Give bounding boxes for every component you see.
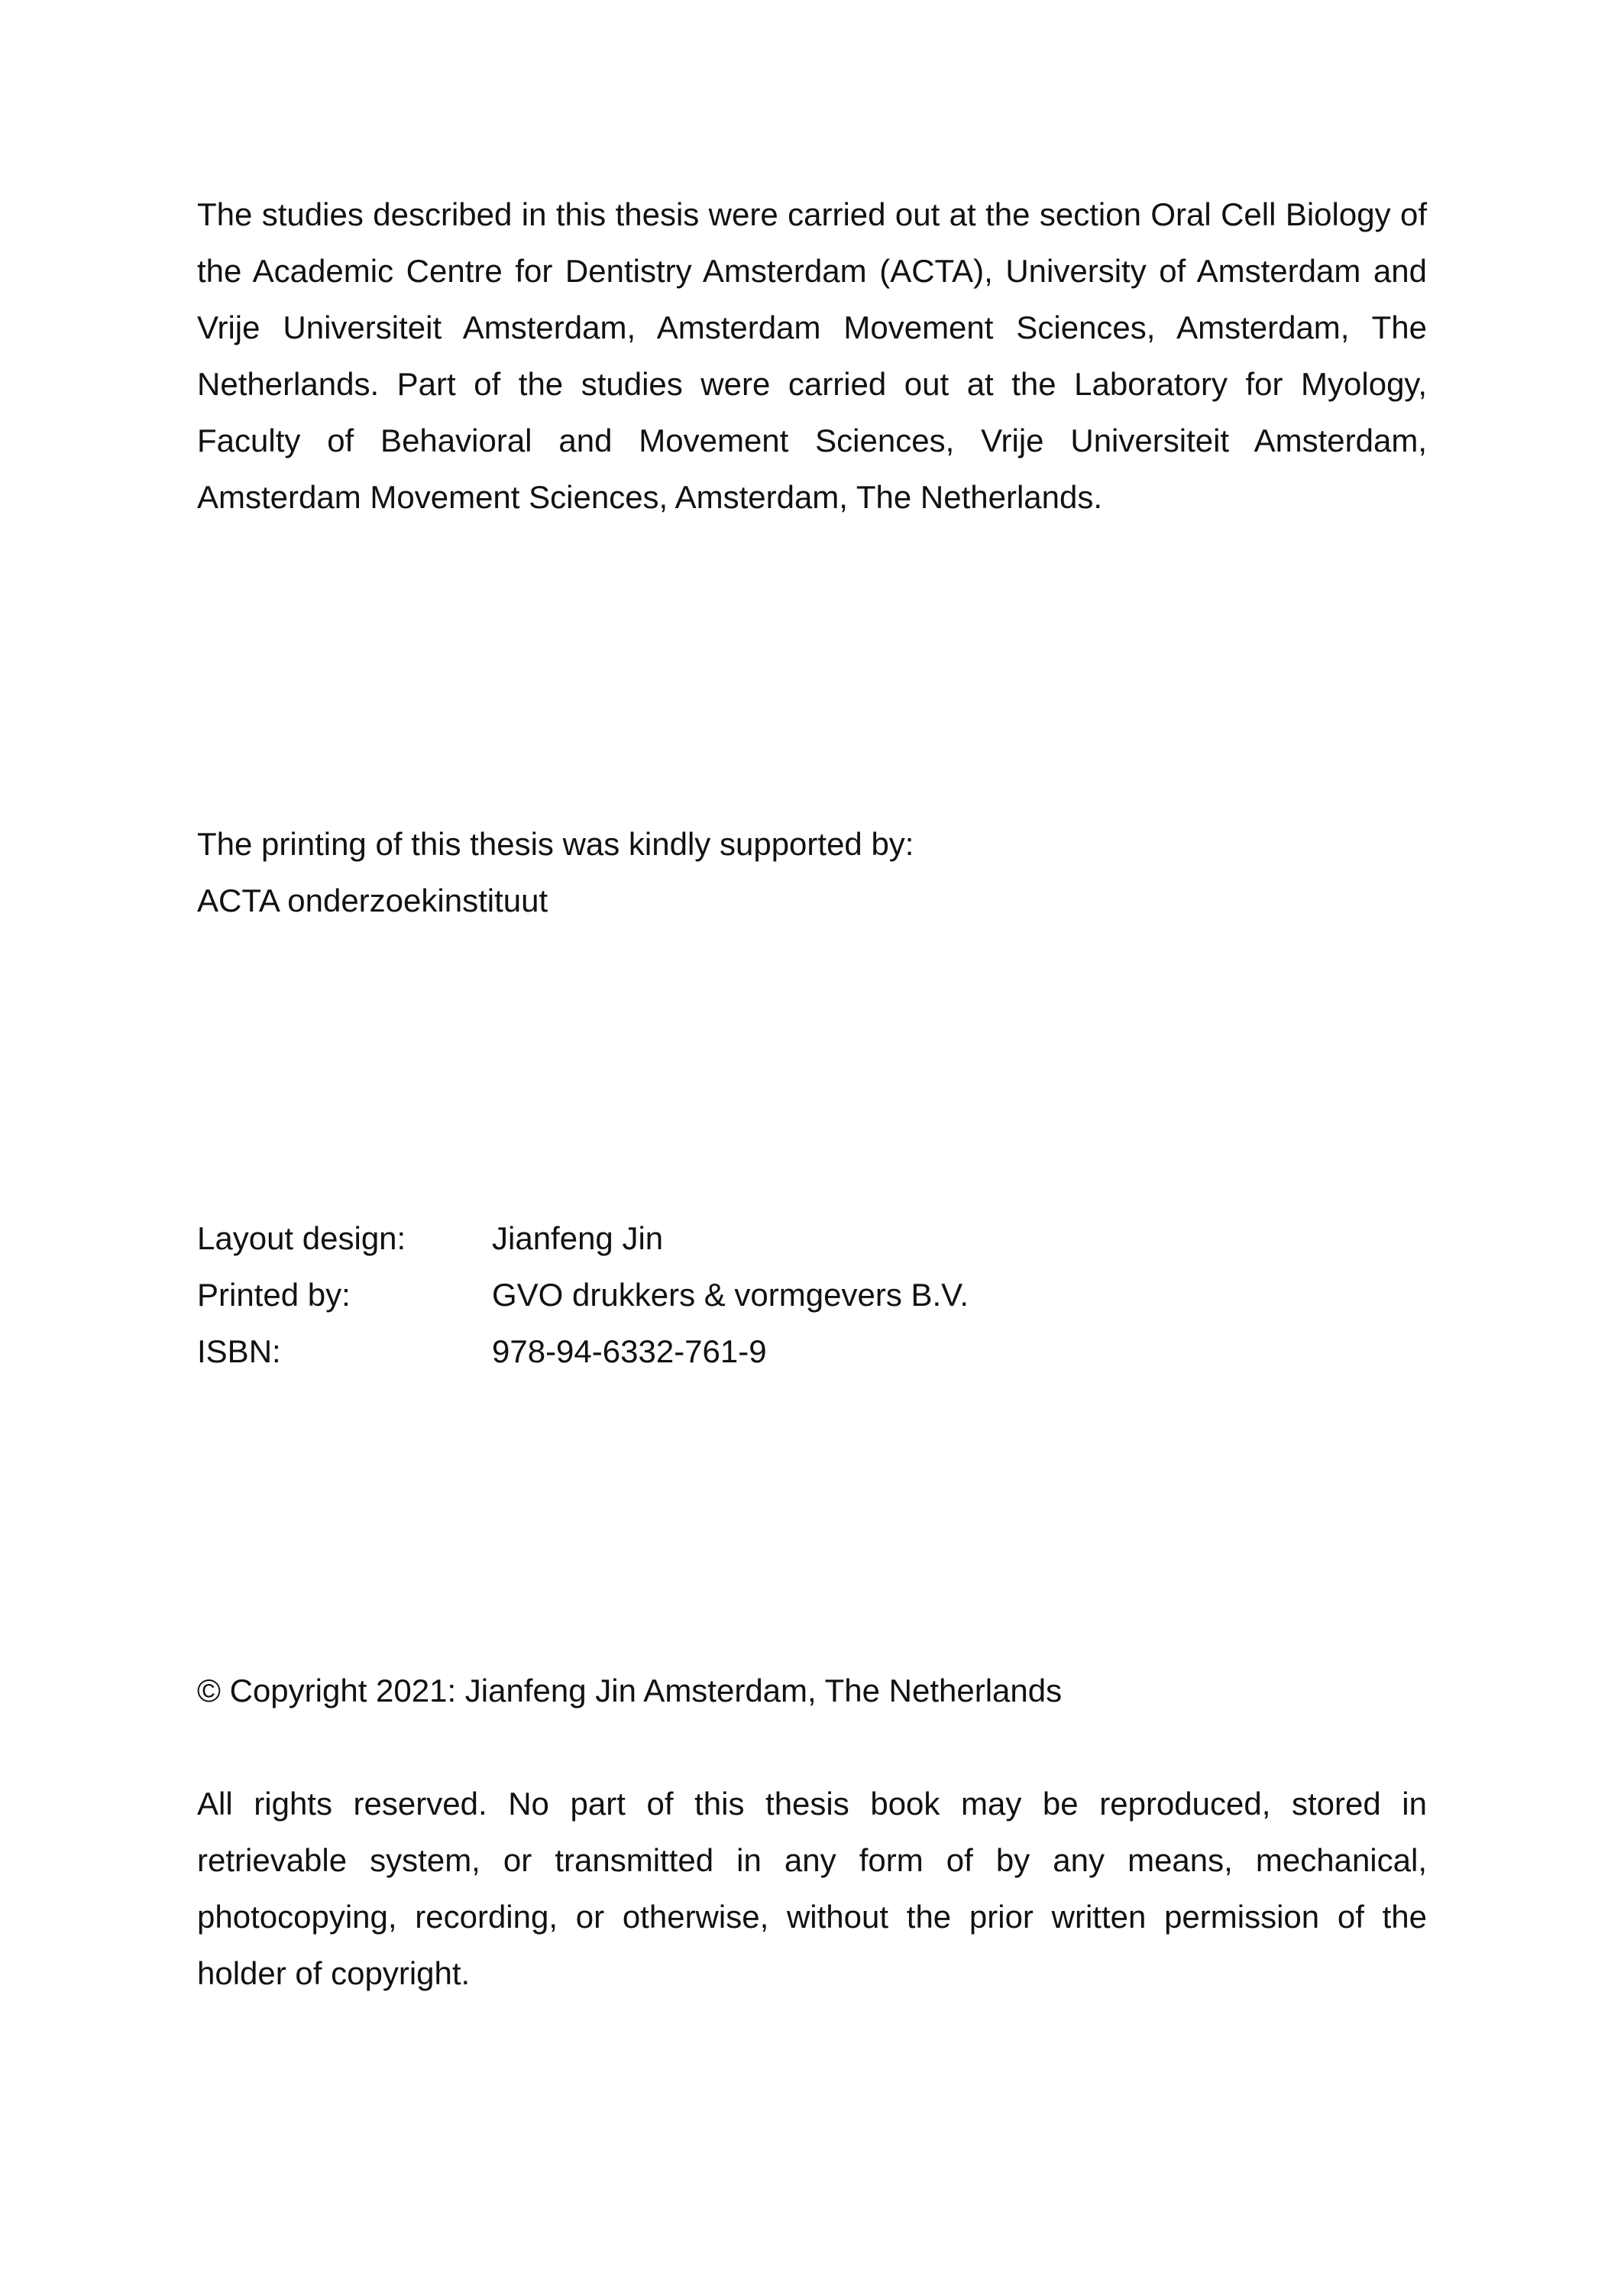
colophon-value: Jianfeng Jin xyxy=(492,1220,664,1256)
printing-support-block xyxy=(197,816,1427,929)
copyright-line: © Copyright 2021: Jianfeng Jin Amsterdam, The Netherlands xyxy=(197,1673,1063,1708)
colophon-row-printer xyxy=(197,1267,1427,1323)
rights-block xyxy=(197,1776,1427,2002)
colophon-label: Printed by: xyxy=(197,1277,351,1313)
intro-paragraph-block xyxy=(197,186,1427,526)
colophon-row-layout xyxy=(197,1210,1427,1267)
colophon-value: GVO drukkers & vormgevers B.V. xyxy=(492,1277,969,1313)
colophon-block xyxy=(197,1210,1427,1380)
rights-paragraph: All rights reserved. No part of this thesis book may be reproduced, stored in retrievable system, or transmitted in any form of by any means, mechanical, photocopying, recording, or otherwise, without the prior written permission of the holder of copyright. xyxy=(197,1786,1427,1991)
colophon-label: ISBN: xyxy=(197,1333,281,1369)
colophon-row-isbn xyxy=(197,1323,1427,1380)
copyright-block xyxy=(197,1663,1427,1719)
sponsor-name: ACTA onderzoekinstituut xyxy=(197,883,548,918)
colophon-label: Layout design: xyxy=(197,1220,406,1256)
intro-paragraph: The studies described in this thesis were carried out at the section Oral Cell Biology of the Academic Centre for Dentistry Amsterdam (ACTA), University of Amsterdam and Vrije Universiteit Amsterdam, Amsterdam Movement Sciences, Amsterdam, The Netherlands. Part of the studies were carried out at the Laboratory for Myology, Faculty of Behavioral and Movement Sciences, Vrije Universiteit Amsterdam, Amsterdam Movement Sciences, Amsterdam, The Netherlands. xyxy=(197,196,1427,515)
colophon-value: 978-94-6332-761-9 xyxy=(492,1333,767,1369)
printing-support-heading: The printing of this thesis was kindly supported by: xyxy=(197,826,914,862)
